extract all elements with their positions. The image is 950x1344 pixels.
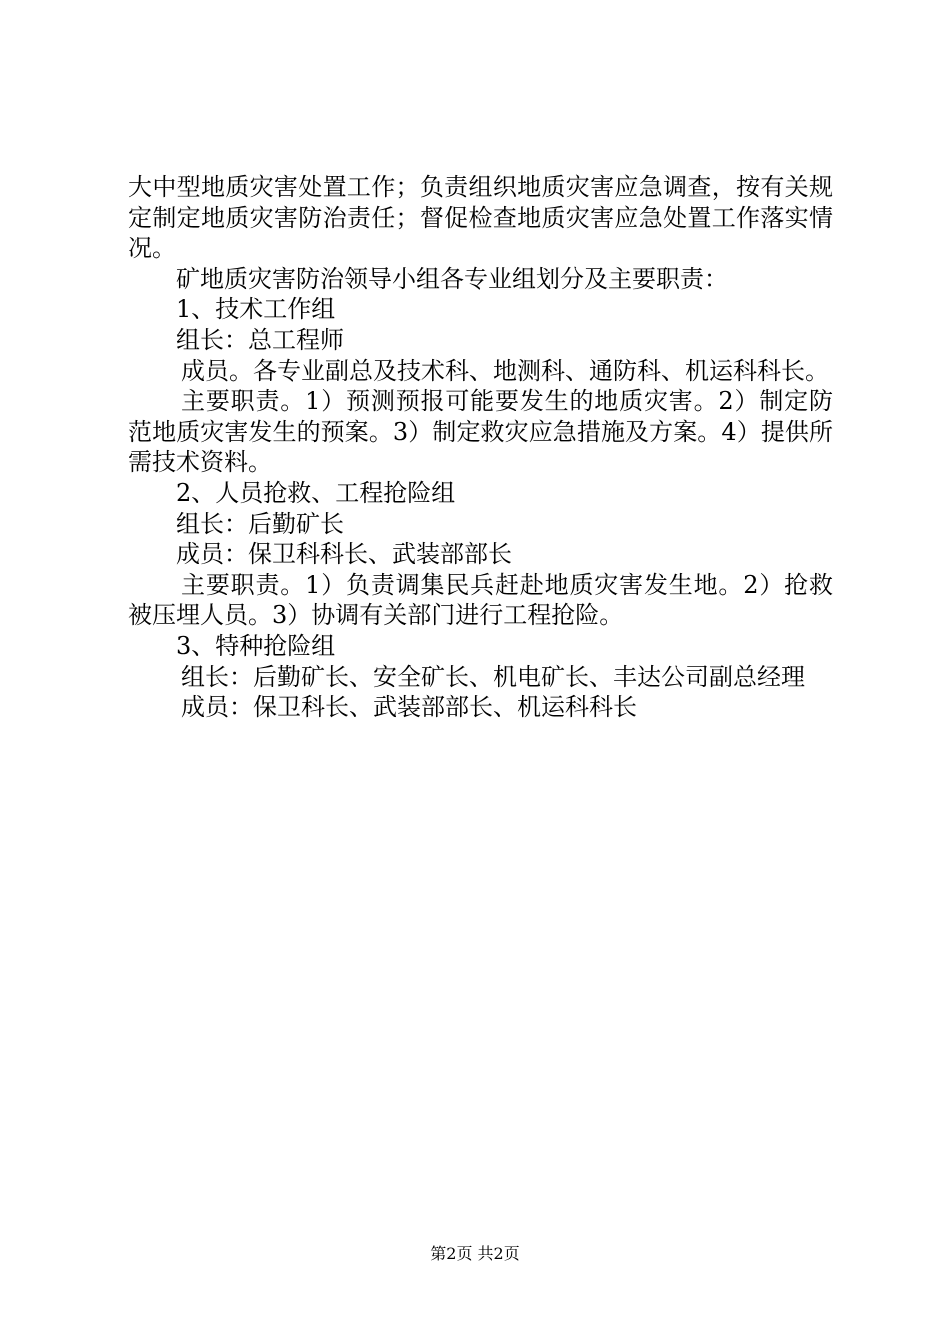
rescue-group-leader: 组长：后勤矿长	[176, 509, 344, 538]
technical-group-leader: 组长：总工程师	[176, 325, 344, 354]
document-body	[128, 172, 833, 723]
special-rescue-group-leaders: 组长：后勤矿长、安全矿长、机电矿长、丰达公司副总经理	[181, 662, 805, 691]
special-rescue-group-members: 成员：保卫科长、武装部部长、机运科科长	[181, 693, 637, 722]
heading-rescue-group: 2、人员抢救、工程抢险组	[176, 478, 456, 507]
rescue-group-duties: 主要职责。1）负责调集民兵赶赴地质灾害发生地。2）抢救被压埋人员。3）协调有关部门进行工程抢险。	[128, 570, 833, 630]
technical-group-members: 成员。各专业副总及技术科、地测科、通防科、机运科科长。	[181, 356, 829, 385]
technical-group-duties: 主要职责。1）预测预报可能要发生的地质灾害。2）制定防范地质灾害发生的预案。3）制定救灾应急措施及方案。4）提供所需技术资料。	[128, 387, 833, 477]
page-number-footer: 第2页 共2页	[430, 1244, 520, 1263]
paragraph-responsibilities-continued: 大中型地质灾害处置工作；负责组织地质灾害应急调查，按有关规定制定地质灾害防治责任；督促检查地质灾害应急处置工作落实情况。	[128, 173, 833, 263]
rescue-group-members: 成员：保卫科科长、武装部部长	[176, 540, 512, 569]
paragraph-groups-intro: 矿地质灾害防治领导小组各专业组划分及主要职责：	[176, 264, 728, 293]
heading-special-rescue-group: 3、特种抢险组	[176, 631, 336, 660]
heading-technical-group: 1、技术工作组	[176, 295, 336, 324]
